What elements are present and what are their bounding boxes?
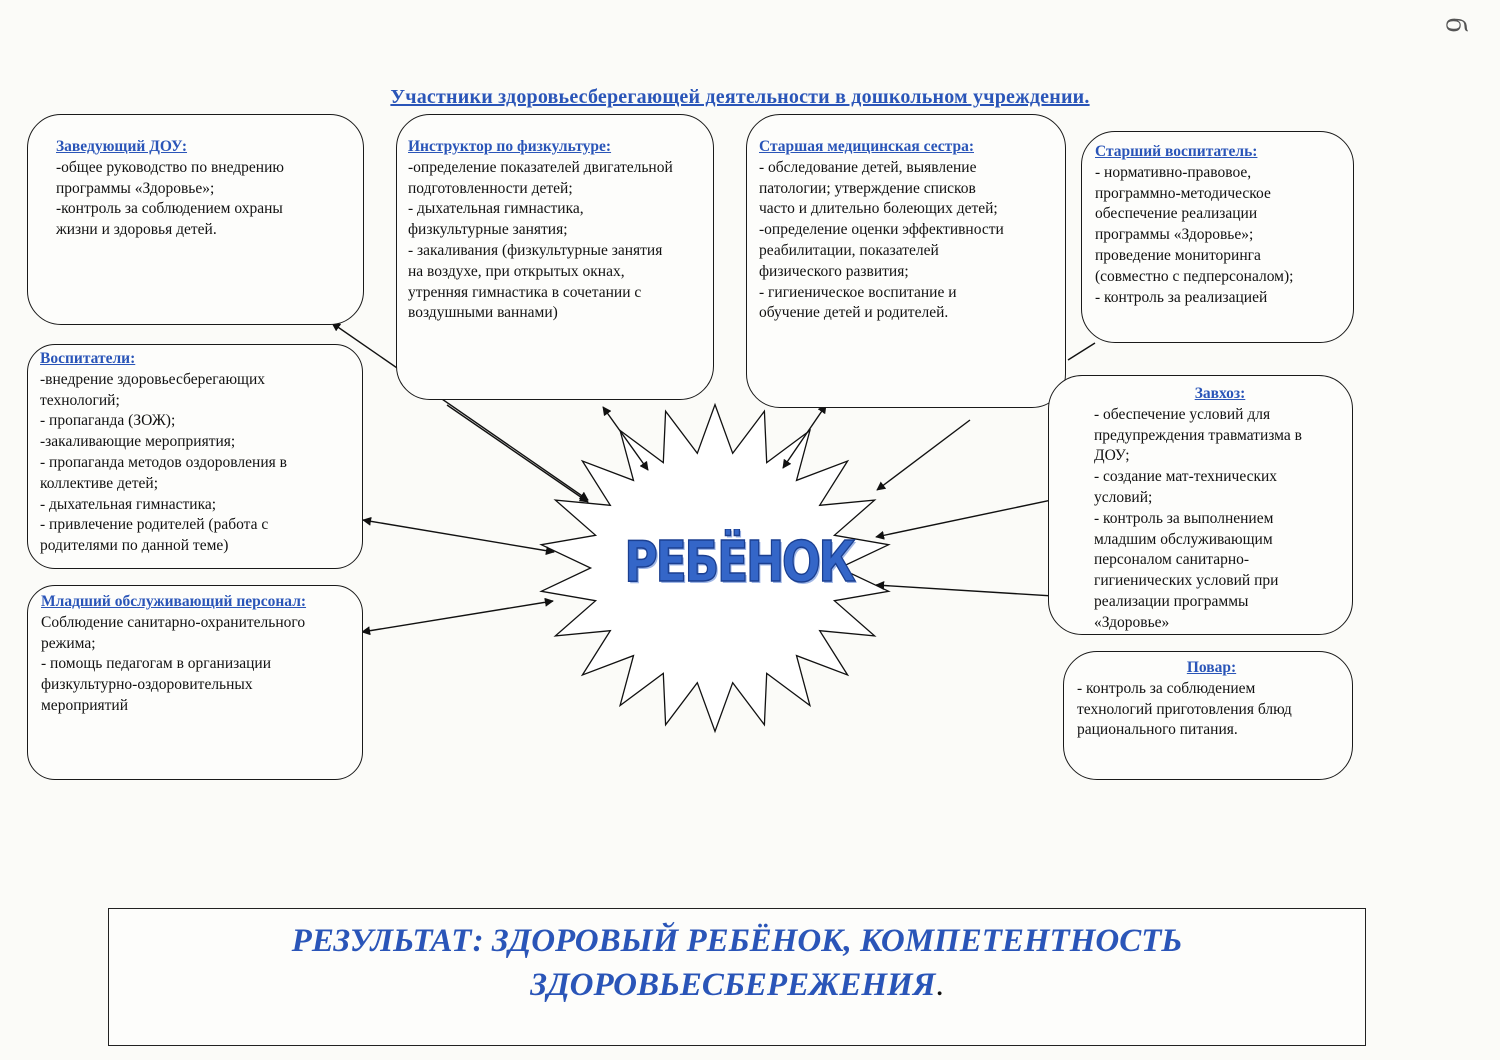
box-junior-staff-text: Соблюдение санитарно-охранительного режима; - помощь педагогам в организации физкультурно-оздоровительных мероприятий: [41, 613, 306, 714]
box-educators: [27, 344, 363, 569]
box-pe-instructor-heading: Инструктор по физкультуре:: [408, 138, 612, 155]
center-child-label: РЕБЁНОК: [624, 530, 854, 595]
connector-educators: [363, 520, 554, 552]
diagram-title: Участники здоровьесберегающей деятельности в дошкольном учреждении.: [390, 86, 1090, 108]
box-senior-educator: [1081, 131, 1354, 343]
box-senior-nurse-heading: Старшая медицинская сестра:: [759, 138, 974, 155]
result-line-2: ЗДОРОВЬЕСБЕРЕЖЕНИЯ: [530, 967, 936, 1003]
box-head-dou-text: -общее руководство по внедрению программы «Здоровье»; -контроль за соблюдением охраны жизни и здоровья детей.: [56, 158, 284, 239]
box-head-dou-heading: Заведующий ДОУ:: [56, 138, 188, 155]
box-senior-educator-text: - нормативно-правовое, программно-методическое обеспечение реализации программы «Здоровье»; проведение мониторинга (совместно с педперсоналом); - контроль за реализацией: [1095, 163, 1294, 306]
connector-senior-nurse: [783, 405, 826, 468]
box-pe-instructor-text: -определение показателей двигательной подготовленности детей; - дыхательная гимнастика, физкультурные занятия; - закаливания (физкультурные занятия на воздухе, при открытых окнах, утренняя гимнастика в сочетании с воздушными ваннами): [408, 158, 673, 322]
box-junior-staff: [27, 585, 363, 780]
box-head-dou: [27, 114, 364, 325]
result-end-mark: .: [935, 967, 944, 1003]
box-senior-educator-heading: Старший воспитатель:: [1095, 143, 1258, 160]
box-junior-staff-heading: Младший обслуживающий персонал:: [41, 593, 307, 610]
box-senior-nurse: [746, 114, 1066, 408]
box-supply-manager-text: - обеспечение условий для предупреждения травматизма в ДОУ; - создание мат-технических условий; - контроль за выполнением младшим обслуживающим персоналом санитарно- гигиенических условий при реализации программы «Здоровье»: [1094, 405, 1302, 631]
connector-senior-educator: [1068, 343, 1095, 360]
connector-junior-staff: [362, 601, 553, 632]
result-box: [108, 908, 1366, 1046]
box-cook: [1063, 651, 1353, 780]
box-cook-heading: Повар:: [1186, 659, 1237, 676]
page-number-mark: б: [1439, 16, 1473, 34]
result-line-1: РЕЗУЛЬТАТ: ЗДОРОВЫЙ РЕБЁНОК, КОМПЕТЕНТНОСТЬ: [291, 923, 1183, 959]
box-supply-manager-heading: Завхоз:: [1194, 385, 1246, 402]
connector-pe-instructor-b: [603, 407, 648, 470]
box-supply-manager: [1048, 375, 1353, 635]
box-pe-instructor: [396, 114, 714, 400]
box-senior-nurse-text: - обследование детей, выявление патологии; утверждение списков часто и длительно болеющих детей; -определение оценки эффективности реабилитации, показателей физического развития; - гигиеническое воспитание и обучение детей и родителей.: [759, 158, 1004, 322]
box-educators-heading: Воспитатели:: [40, 350, 136, 367]
box-educators-text: -внедрение здоровьесберегающих технологий; - пропаганда (ЗОЖ); -закаливающие мероприятия; - пропаганда методов оздоровления в коллективе детей; - дыхательная гимнастика; - привлечение родителей (работа с родителями по данной теме): [40, 370, 287, 555]
box-cook-text: - контроль за соблюдением технологий приготовления блюд рационального питания.: [1077, 679, 1292, 739]
connector-pe-instructor-a: [447, 405, 588, 502]
connector-supply-a: [877, 420, 970, 490]
